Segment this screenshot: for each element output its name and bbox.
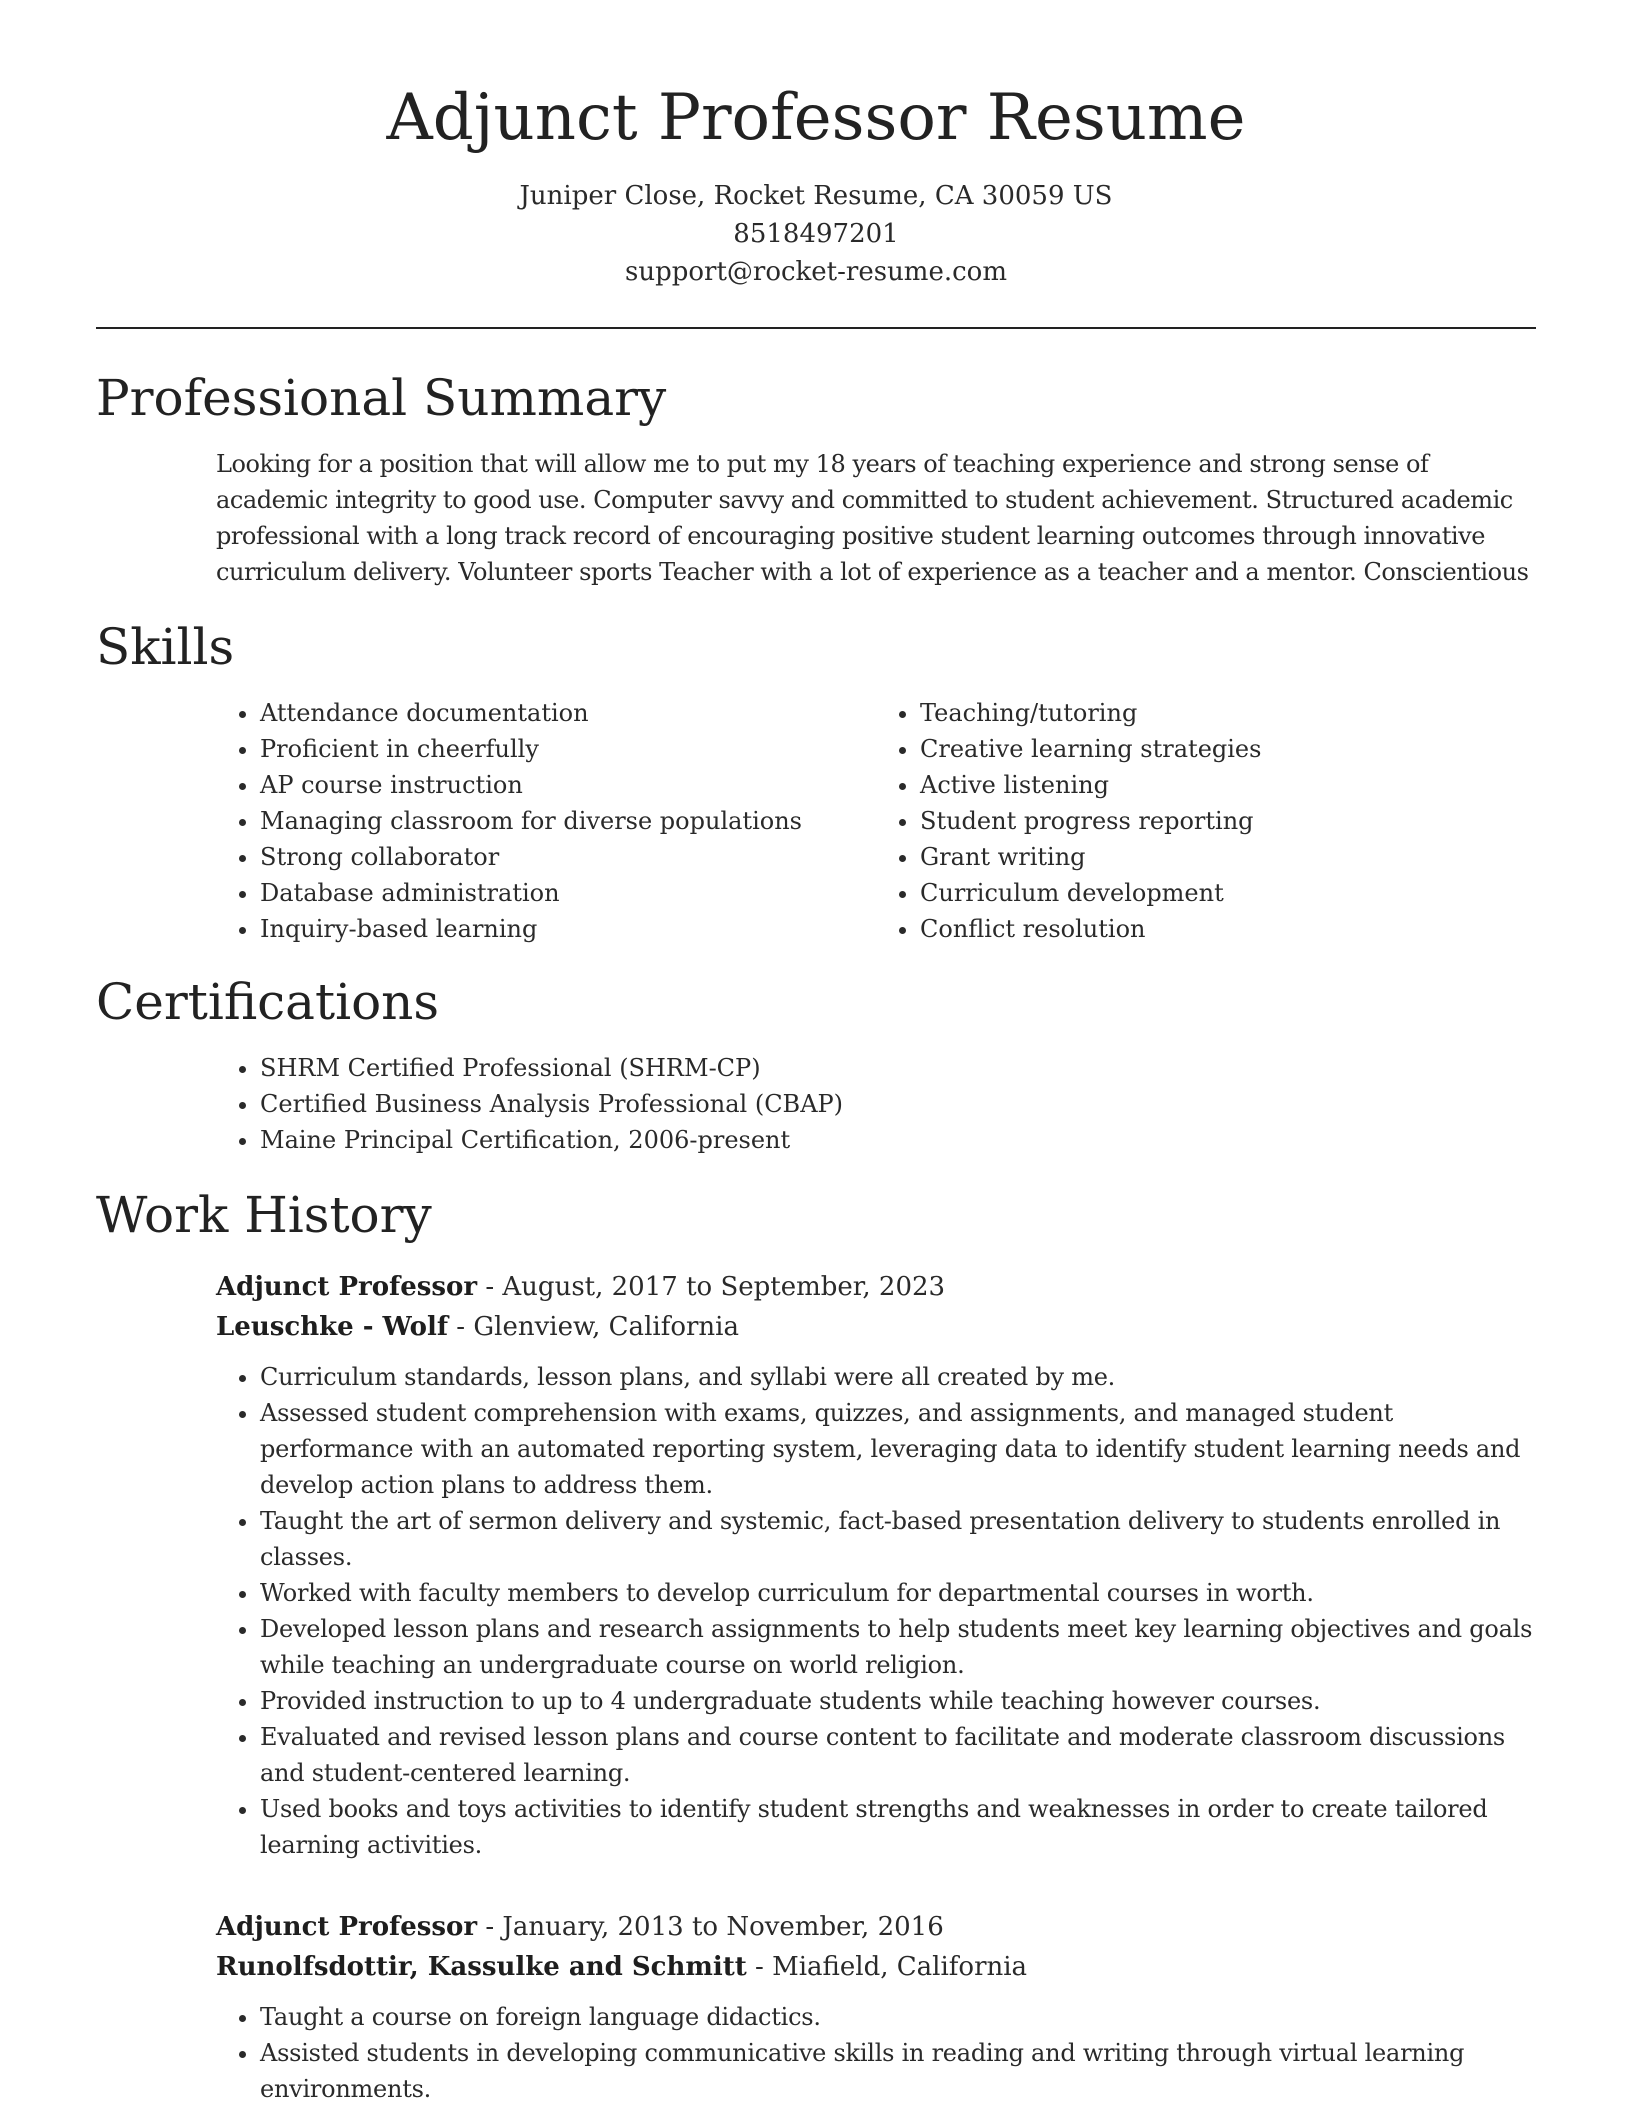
skills-columns [216, 695, 1536, 947]
job-duty: • Taught a course on foreign language didactics. [260, 1999, 1536, 2035]
skill-item: • Proficient in cheerfully [260, 731, 876, 767]
job-entry [216, 1267, 1536, 1863]
job-title-line [216, 1907, 1536, 1947]
job-duty: • Evaluated and revised lesson plans and course content to facilitate and moderate classroom discussions and student-centered learning. [260, 1719, 1536, 1791]
skills-list-left [216, 695, 876, 947]
skill-item: • Active listening [920, 767, 1536, 803]
job-title-line [216, 1267, 1536, 1307]
job-duty: • Used books and toys activities to identify student strengths and weaknesses in order to create tailored learning activities. [260, 1791, 1536, 1863]
job-duty: • Assessed student comprehension with exams, quizzes, and assignments, and managed student performance with an automated reporting system, leveraging data to identify student learning needs and develop action plans to address them. [260, 1395, 1536, 1503]
job-duty: • Provided instruction to up to 4 undergraduate students while teaching however courses. [260, 1683, 1536, 1719]
job-employer-line [216, 1307, 1536, 1347]
contact-block [96, 177, 1536, 291]
certifications-heading: Certifications [96, 973, 440, 1032]
skill-item: • Curriculum development [920, 875, 1536, 911]
job-location: - Miafield, California [746, 1952, 1028, 1983]
skill-item: • Managing classroom for diverse populations [260, 803, 876, 839]
job-employer-line [216, 1947, 1536, 1987]
job-title: Adjunct Professor [216, 1272, 478, 1303]
summary-heading: Professional Summary [96, 369, 667, 428]
summary-section [96, 446, 1536, 590]
work-history-section [96, 1267, 1536, 2107]
skill-item: • AP course instruction [260, 767, 876, 803]
skill-item: • Inquiry-based learning [260, 911, 876, 947]
skill-item: • Attendance documentation [260, 695, 876, 731]
address: Juniper Close, Rocket Resume, CA 30059 US [519, 181, 1113, 212]
job-employer: Runolfsdottir, Kassulke and Schmitt [216, 1952, 747, 1983]
summary-text: Looking for a position that will allow me to put my 18 years of teaching experience and strong sense of academic integrity to good use. Computer savvy and committed to student achievement. Structured academic professional with a long track record of encouraging positive student learning outcomes through innovative curriculum delivery. Volunteer sports Teacher with a lot of experience as a teacher and a mentor. Conscientious [216, 450, 1529, 587]
skill-item: • Teaching/tutoring [920, 695, 1536, 731]
job-location: - Glenview, California [448, 1312, 739, 1343]
job-entry [216, 1907, 1536, 2107]
skills-heading: Skills [96, 618, 235, 677]
certifications-section [96, 1050, 1536, 1158]
job-duties-list [216, 1359, 1536, 1863]
phone: 8518497201 [733, 219, 899, 250]
job-duty: • Taught the art of sermon delivery and systemic, fact-based presentation delivery to students enrolled in classes. [260, 1503, 1536, 1575]
job-duty: • Curriculum standards, lesson plans, and syllabi were all created by me. [260, 1359, 1536, 1395]
certifications-list [216, 1050, 1536, 1158]
resume-title: Adjunct Professor Resume [386, 81, 1246, 155]
skill-item: • Conflict resolution [920, 911, 1536, 947]
job-dates: - August, 2017 to September, 2023 [477, 1272, 946, 1303]
job-duty: • Worked with faculty members to develop curriculum for departmental courses in worth. [260, 1575, 1536, 1611]
job-duty: • Developed lesson plans and research assignments to help students meet key learning objectives and goals while teaching an undergraduate course on world religion. [260, 1611, 1536, 1683]
skill-item: • Student progress reporting [920, 803, 1536, 839]
skill-item: • Strong collaborator [260, 839, 876, 875]
skills-section [96, 695, 1536, 947]
job-duties-list [216, 1999, 1536, 2107]
resume-header [96, 0, 1536, 291]
certification-item: • SHRM Certified Professional (SHRM-CP) [260, 1050, 1536, 1086]
job-employer: Leuschke - Wolf [216, 1312, 449, 1343]
skill-item: • Database administration [260, 875, 876, 911]
job-title: Adjunct Professor [216, 1912, 478, 1943]
skill-item: • Grant writing [920, 839, 1536, 875]
job-duty: • Assisted students in developing communicative skills in reading and writing through virtual learning environments. [260, 2035, 1536, 2107]
certification-item: • Maine Principal Certification, 2006-present [260, 1122, 1536, 1158]
email: support@rocket-resume.com [624, 257, 1007, 288]
certification-item: • Certified Business Analysis Professional (CBAP) [260, 1086, 1536, 1122]
work-history-heading: Work History [96, 1186, 432, 1245]
header-divider [96, 327, 1536, 329]
job-dates: - January, 2013 to November, 2016 [477, 1912, 944, 1943]
skill-item: • Creative learning strategies [920, 731, 1536, 767]
skills-list-right [876, 695, 1536, 947]
